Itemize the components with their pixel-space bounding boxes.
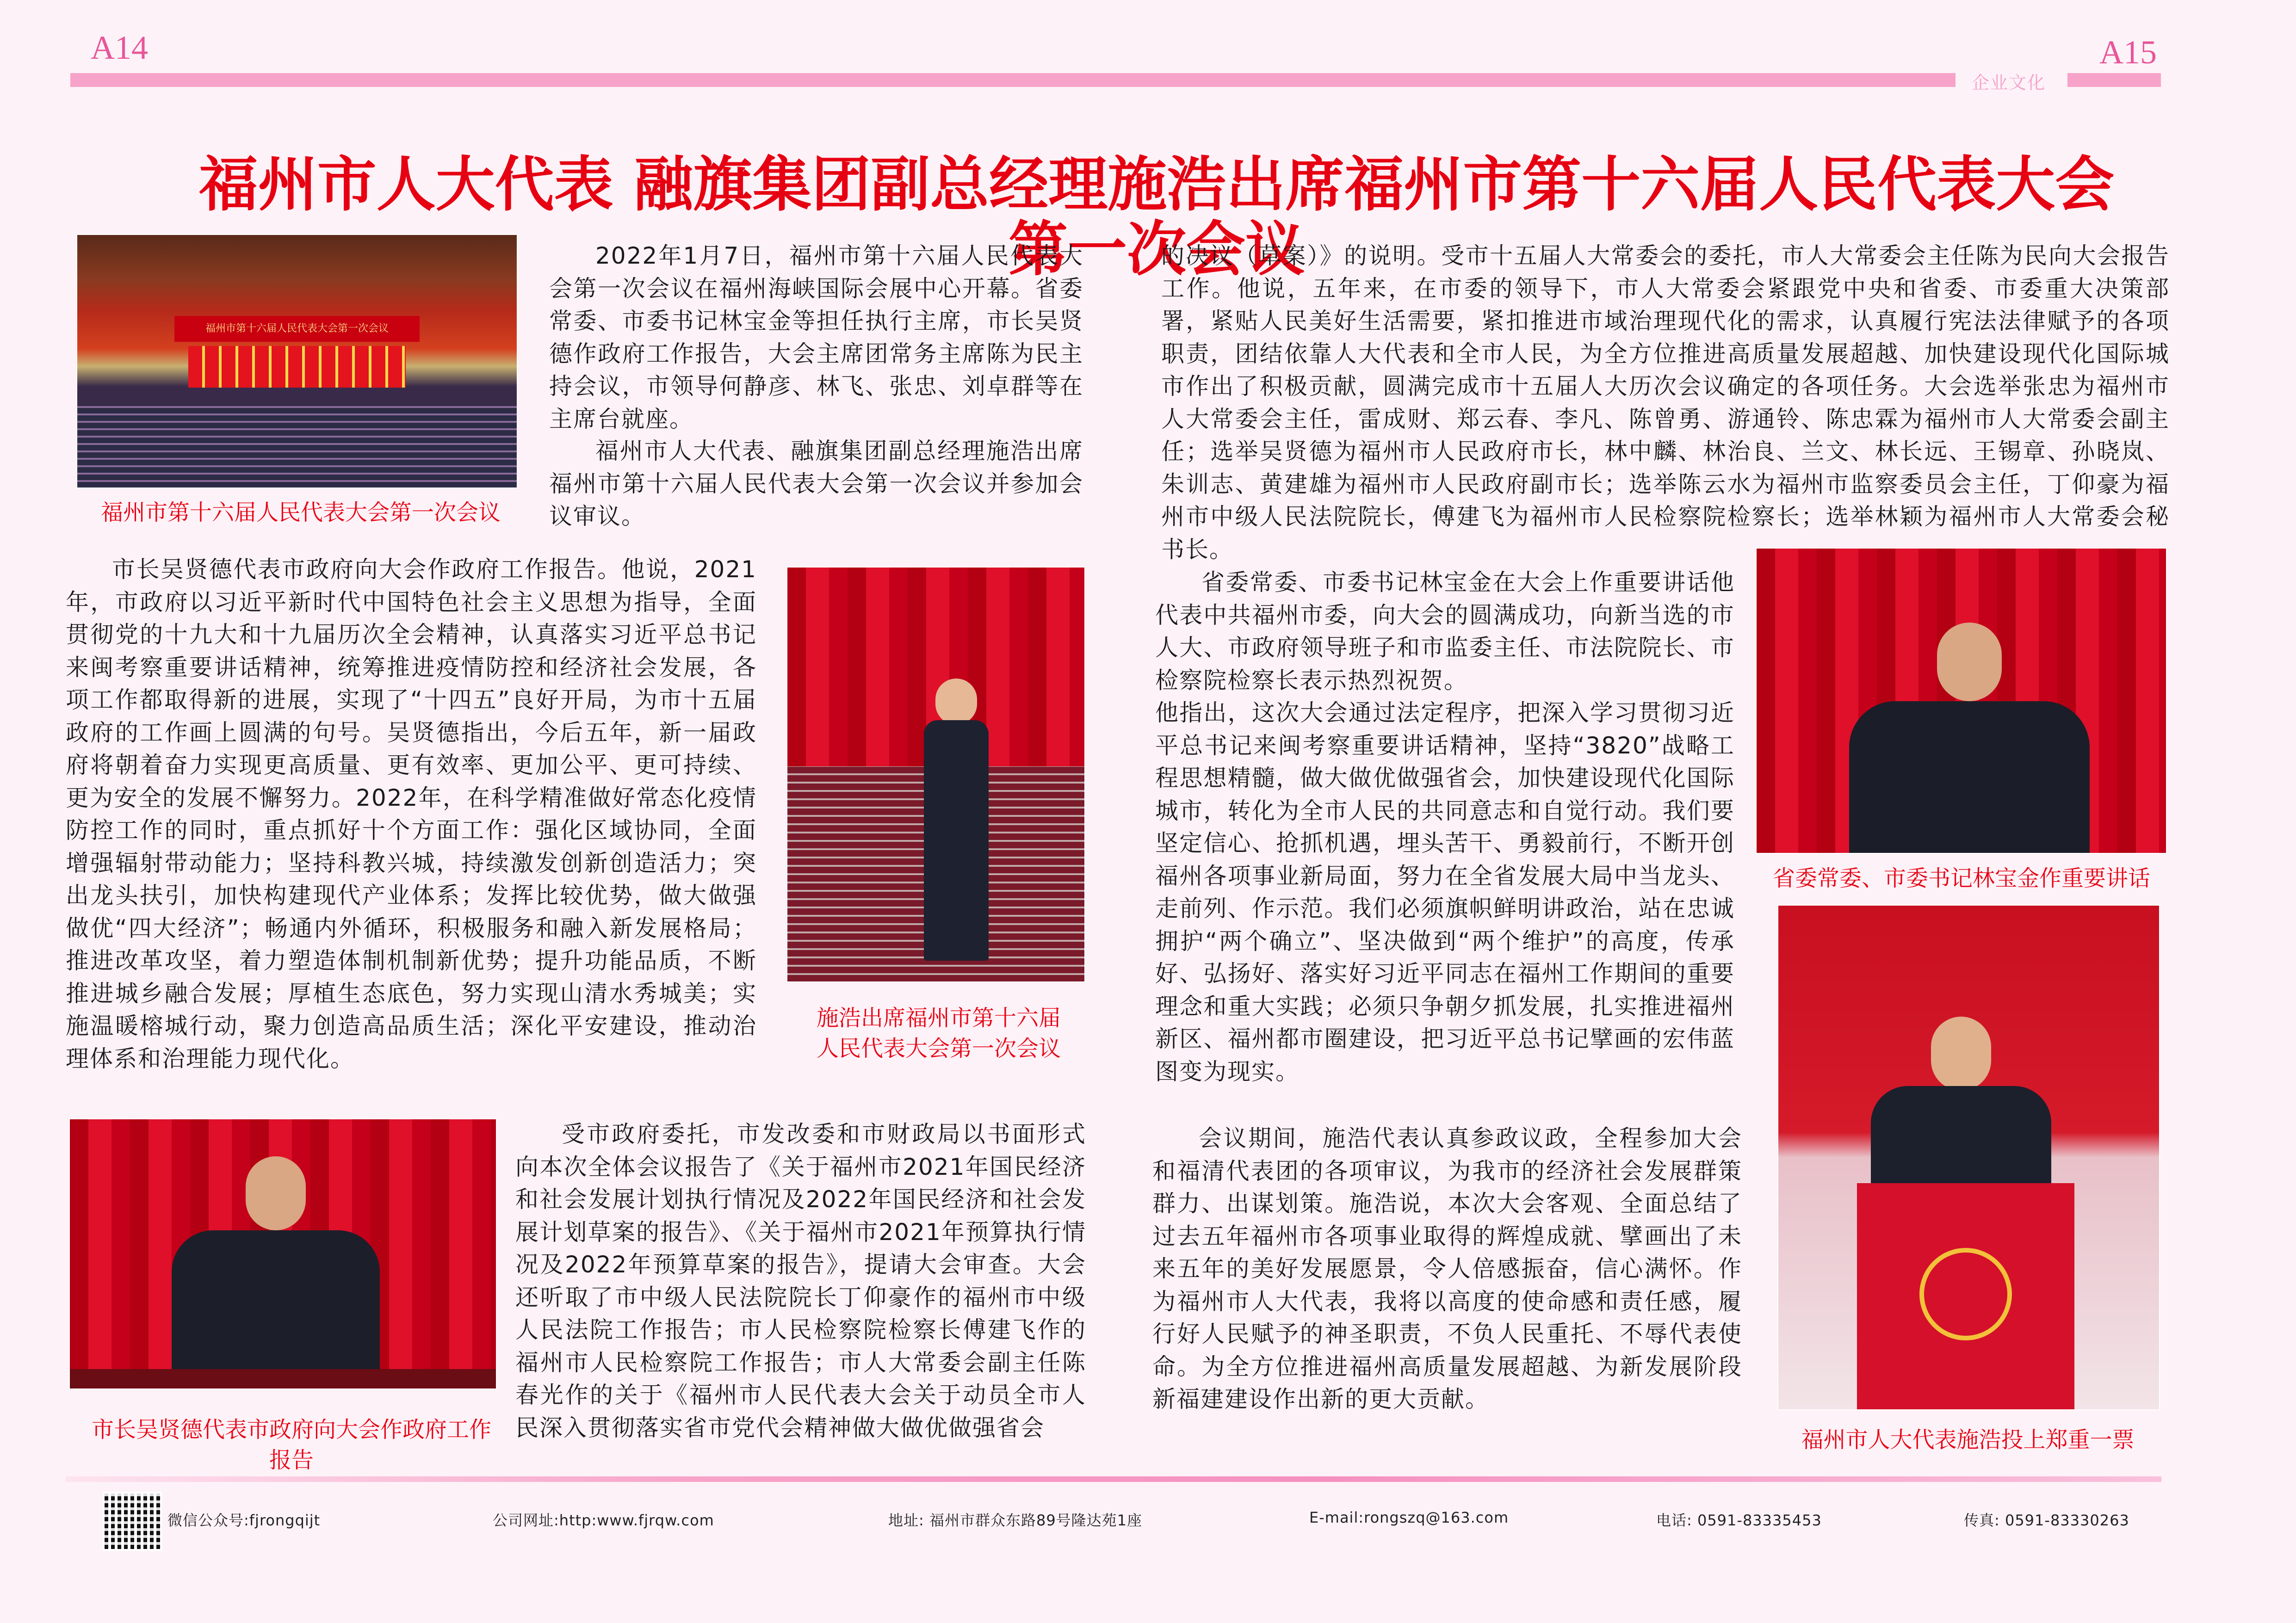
page-number-left: A14 [91, 29, 148, 66]
paragraph-he-pointed-out: 他指出，这次大会通过法定程序，把深入学习贯彻习近平总书记来闽考察重要讲话精神，坚持“3820”战略工程思想精髓，做大做优做强省会，加快建设现代化国际城市，转化为全市人民的共同意志和自觉行动。我们要坚定信心、抢抓机遇，埋头苦干、勇毅前行，不断开创福州各项事业新局面，努力在全省发展大局中当龙头、走前列、作示范。我们必须旗帜鲜明讲政治，站在忠诚拥护“两个确立”、坚决做到“两个维护”的高度，传承好、弘扬好、落实好习近平同志在福州工作期间的重要理念和重大实践；必须只争朝夕抓发展，扎实推进福州新区、福州都市圈建设，把习近平总书记擘画的宏伟蓝图变为现实。 [1155, 699, 1735, 1085]
photo-conference-hall [76, 234, 518, 488]
person-head [246, 1156, 306, 1230]
person-body [1849, 701, 2090, 853]
photo-party-secretary-speech [1756, 548, 2167, 854]
national-emblem-icon [1919, 1248, 2012, 1340]
photo-casting-vote [1777, 905, 2160, 1410]
footer-address: 地址: 福州市群众东路89号隆达苑1座 [888, 1512, 1143, 1529]
caption-shi-hao: 施浩出席福州市第十六届人民代表大会第一次会议 [816, 1005, 1061, 1061]
photo-shi-hao-standing [786, 567, 1085, 982]
paragraph-opening: 2022年1月7日，福州市第十六届人民代表大会第一次会议在福州海峡国际会展中心开幕。省委常委、市委书记林宝金等担任执行主席，市长吴贤德作政府工作报告，大会主席团常务主席陈为民主持会议，市领导何静彦、林飞、张忠、刘卓群等在主席台就座。 [549, 242, 1083, 432]
paragraph-written-reports: 受市政府委托，市发改委和市财政局以书面形式向本次全体会议报告了《关于福州市2021年国民经济和社会发展计划执行情况及2022年国民经济和社会发展计划草案的报告》、《关于福州市2021年预算执行情况及2022年预算草案的报告》，提请大会审查。大会还听取了市中级人民法院院长丁仰豪作的福州市中级人民法院工作报告；市人民检察院检察长傅建飞作的福州市人民检察院工作报告；市人大常委会副主任陈春光作的关于《福州市人民代表大会关于动员全市人民深入贯彻落实省市党代会精神做大做优做强省会 [515, 1121, 1086, 1441]
person-head [1931, 1017, 1991, 1091]
paragraph-resolution: 的决议（草案）》的说明。受市十五届人大常委会的委托，市人大常委会主任陈为民向大会报告工作。他说，五年来，在市委的领导下，市人大常委会紧跟党中央和省委、市委重大决策部署，紧贴人民美好生活需要，紧扣推进市域治理现代化的需求，认真履行宪法法律赋予的各项职责，团结依靠人大代表和全市人民，为全方位推进高质量发展超越、加快建设现代化国际城市作出了积极贡献，圆满完成市十五届人大历次会议确定的各项任务。大会选举张忠为福州市人大常委会主任，雷成财、郑云春、李凡、陈曾勇、游通铃、陈忠霖为福州市人大常委会副主任；选举吴贤德为福州市人民政府市长，林中麟、林治良、兰文、林长远、王锡章、孙晓岚、朱训志、黄建雄为福州市人民政府副市长；选举陈云水为福州市监察委员会主任，丁仰豪为福州市中级人民法院院长，傅建飞为福州市人民检察院检察长；选举林颖为福州市人大常委会秘书长。 [1161, 242, 2170, 563]
footer-wechat: 微信公众号:fjrongqijt [167, 1512, 321, 1529]
podium [70, 1369, 496, 1388]
person-head [935, 679, 977, 725]
page-number-right: A15 [2099, 34, 2157, 71]
footer-divider [66, 1476, 2161, 1482]
person-body [924, 720, 989, 961]
header-bar [70, 73, 1956, 87]
footer-website[interactable]: 公司网址:http:www.fjrqw.com [493, 1512, 714, 1529]
paragraph-government-report: 市长吴贤德代表市政府向大会作政府工作报告。他说，2021年，市政府以习近平新时代中国特色社会主义思想为指导，全面贯彻党的十九大和十九届历次全会精神，认真落实习近平总书记来闽考察重要讲话精神，统筹推进疫情防控和经济社会发展，各项工作都取得新的进展，实现了“十四五”良好开局，为市十五届政府的工作画上圆满的句号。吴贤德指出，今后五年，新一届政府将朝着奋力实现更高质量、更有效率、更加公平、更可持续、更为安全的发展不懈努力。2022年，在科学精准做好常态化疫情防控工作的同时，重点抓好十个方面工作：强化区域协同，全面增强辐射带动能力；坚持科教兴城，持续激发创新创造活力；突出龙头扶引，加快构建现代产业体系；发挥比较优势，做大做强做优“四大经济”；畅通内外循环，积极服务和融入新发展格局；推进改革攻坚，着力塑造体制机制新优势；提升功能品质，不断推进城乡融合发展；厚植生态底色，努力实现山清水秀城美；实施温暖榕城行动，聚力创造高品质生活；深化平安建设，推动治理体系和治理能力现代化。 [66, 556, 757, 1072]
audience-seats [77, 406, 517, 488]
person-head [1937, 623, 2002, 701]
caption-mayor: 市长吴贤德代表市政府向大会作政府工作报告 [91, 1417, 491, 1473]
footer-phone: 电话: 0591-83335453 [1656, 1512, 1822, 1529]
caption-vote: 福州市人大代表施浩投上郑重一票 [1801, 1427, 2135, 1453]
ballot-box [1857, 1183, 2074, 1409]
caption-party-secretary: 省委常委、市委书记林宝金作重要讲话 [1772, 865, 2150, 891]
paragraph-attendance: 福州市人大代表、融旗集团副总经理施浩出席福州市第十六届人民代表大会第一次会议并参加会议审议。 [549, 438, 1083, 530]
person-body [172, 1230, 380, 1369]
caption-hall: 福州市第十六届人民代表大会第一次会议 [100, 500, 501, 525]
header-bar-end [2067, 73, 2161, 87]
paragraph-during-meeting: 会议期间，施浩代表认真参政议政，全程参加大会和福清代表团的各项审议，为我市的经济社会发展群策群力、出谋划策。施浩说，本次大会客观、全面总结了过去五年福州市各项事业取得的辉煌成就、擘画出了未来五年的美好发展愿景，令人倍感振奋，信心满怀。作为福州市人大代表，我将以高度的使命感和责任感，履行好人民赋予的神圣职责，不负人民重托、不辱代表使命。为全方位推进福州高质量发展超越、为新发展阶段新福建建设作出新的更大贡献。 [1152, 1125, 1742, 1413]
qr-pattern [105, 1493, 160, 1549]
hall-banner: 福州市第十六届人民代表大会第一次会议 [174, 316, 420, 342]
qr-code-icon[interactable] [103, 1492, 162, 1551]
section-label: 企业文化 [1972, 73, 2046, 93]
footer-email[interactable]: E-mail:rongszq@163.com [1309, 1509, 1509, 1526]
paragraph-party-secretary: 省委常委、市委书记林宝金在大会上作重要讲话他代表中共福州市委，向大会的圆满成功，向新当选的市人大、市政府领导班子和市监委主任、市法院院长、市检察院检察长表示热烈祝贺。 [1155, 569, 1735, 694]
footer-fax: 传真: 0591-83330263 [1964, 1512, 2129, 1529]
article-title: 福州市人大代表 融旗集团副总经理施浩出席福州市第十六届人民代表大会第一次会议 [198, 150, 2115, 284]
photo-mayor-speech [69, 1118, 497, 1389]
flags [188, 346, 406, 388]
